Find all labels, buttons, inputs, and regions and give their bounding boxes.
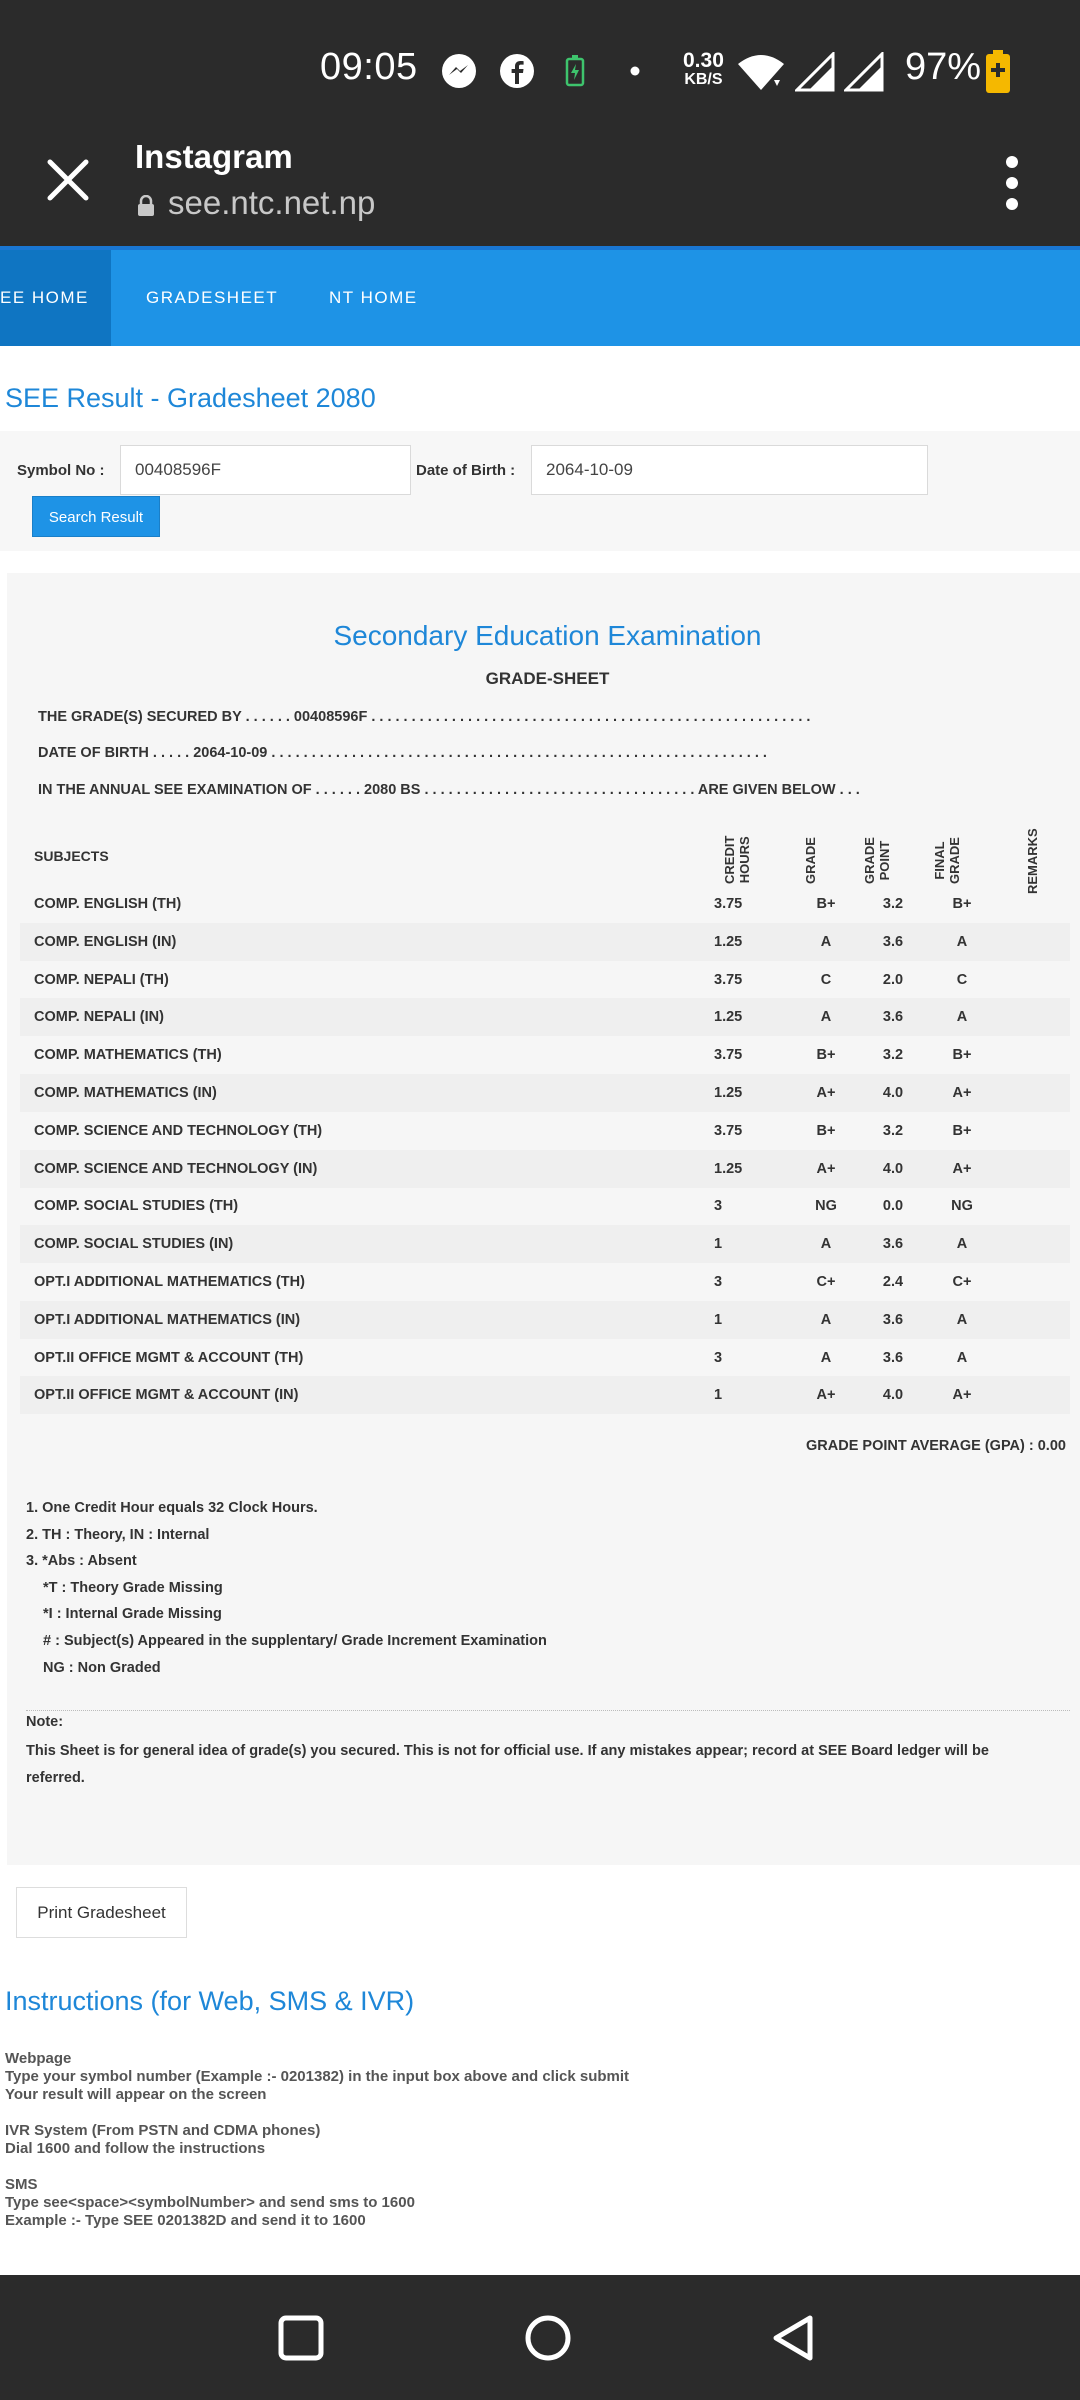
header-fg-line1: FINAL: [932, 841, 947, 880]
grade-point-cell: 4.0: [882, 1085, 904, 1101]
grade-cell: C+: [816, 1274, 836, 1290]
credit-hours-cell: 3.75: [714, 1122, 743, 1139]
close-icon[interactable]: [40, 152, 96, 208]
dob-line: DATE OF BIRTH . . . . . 2064-10-09 . . . . . . . . . . . . . . . . . . . . . . . . . . . . . . . . . . . . . . . . . . . . . . . . . . . . . . . . . . . . . .: [38, 745, 767, 761]
note-item-6: # : Subject(s) Appeared in the supplentary/ Grade Increment Examination: [43, 1633, 547, 1649]
print-gradesheet-button[interactable]: Print Gradesheet: [16, 1887, 187, 1938]
final-grade-cell: B+: [952, 1122, 972, 1139]
subject-cell: OPT.I ADDITIONAL MATHEMATICS (TH): [34, 1274, 305, 1290]
nav-nt-home[interactable]: NT HOME: [329, 288, 418, 307]
table-row: [20, 1376, 1070, 1414]
grade-point-cell: 2.0: [882, 971, 904, 988]
subject-cell: COMP. ENGLISH (IN): [34, 933, 177, 950]
final-grade-cell: A+: [952, 1160, 972, 1177]
credit-hours-cell: 3.75: [714, 1047, 743, 1064]
credit-hours-cell: 1: [714, 1236, 723, 1253]
instr-web-title: Webpage: [5, 2050, 72, 2067]
page-title: SEE Result - Gradesheet 2080: [5, 383, 376, 413]
search-result-button[interactable]: Search Result: [32, 496, 160, 537]
gpa-text: GRADE POINT AVERAGE (GPA) : 0.00: [806, 1438, 1066, 1454]
battery-icon: [985, 50, 1011, 94]
table-row: [20, 961, 1070, 999]
note-label: Note:: [26, 1714, 64, 1730]
net-speed-value: 0.30: [683, 49, 724, 72]
final-grade-cell: B+: [952, 896, 972, 912]
header-credit-line1: CREDIT: [722, 835, 737, 884]
grade-point-cell: 4.0: [882, 1387, 904, 1404]
header-credit-hours: [722, 836, 752, 884]
status-bar: [0, 0, 1080, 140]
grade-point-cell: 3.2: [882, 896, 904, 912]
instr-sms-1: Type see<space><symbolNumber> and send sms to 1600: [5, 2194, 415, 2211]
credit-hours-cell: 3.75: [714, 971, 743, 988]
grade-cell: A+: [816, 1387, 836, 1404]
final-grade-cell: A: [956, 1236, 968, 1253]
subject-cell: COMP. MATHEMATICS (TH): [34, 1047, 222, 1064]
subject-cell: COMP. SCIENCE AND TECHNOLOGY (TH): [34, 1122, 323, 1139]
gradesheet-title: Secondary Education Examination: [333, 620, 762, 651]
grade-cell: B+: [816, 1122, 836, 1139]
grade-point-cell: 3.2: [882, 1122, 904, 1139]
subject-cell: COMP. NEPALI (IN): [34, 1009, 164, 1026]
grade-point-cell: 3.6: [882, 1236, 904, 1253]
grade-cell: C: [820, 971, 832, 988]
table-row: [20, 1074, 1070, 1112]
home-icon[interactable]: [523, 2313, 573, 2363]
nav-gradesheet[interactable]: GRADESHEET: [146, 288, 279, 307]
credit-hours-cell: 1.25: [714, 1009, 743, 1026]
tab-title: Instagram: [135, 138, 293, 175]
net-speed-unit: KB/S: [684, 71, 723, 88]
credit-hours-cell: 1: [714, 1387, 723, 1404]
overflow-menu-icon[interactable]: [1000, 154, 1024, 212]
credit-hours-cell: 1.25: [714, 933, 743, 950]
note-item-4: *T : Theory Grade Missing: [43, 1580, 223, 1596]
lock-icon: [137, 195, 155, 217]
final-grade-cell: C: [956, 971, 968, 988]
credit-hours-cell: 1: [714, 1311, 723, 1328]
header-subjects: SUBJECTS: [34, 848, 109, 864]
grade-point-cell: 3.2: [882, 1047, 904, 1064]
note-item-5: *I : Internal Grade Missing: [43, 1606, 222, 1622]
table-row: [20, 1301, 1070, 1339]
table-row: [20, 923, 1070, 961]
table-row: [20, 998, 1070, 1036]
grade-cell: A: [820, 1236, 832, 1253]
grade-point-cell: 3.6: [882, 1311, 904, 1328]
table-row: [20, 1225, 1070, 1263]
subject-cell: COMP. SOCIAL STUDIES (IN): [34, 1236, 234, 1253]
subject-cell: OPT.I ADDITIONAL MATHEMATICS (IN): [34, 1311, 301, 1328]
clock: 09:05: [320, 46, 418, 88]
final-grade-cell: A: [956, 933, 968, 950]
note-divider: [26, 1710, 1070, 1711]
instr-web-1: Type your symbol number (Example :- 0201382) in the input box above and click submit: [5, 2068, 630, 2085]
table-row: [20, 885, 1070, 923]
symbol-label: Symbol No :: [17, 462, 105, 479]
subject-cell: COMP. SOCIAL STUDIES (TH): [34, 1198, 239, 1215]
header-remarks: REMARKS: [1025, 828, 1040, 894]
header-final-grade: [932, 837, 962, 884]
final-grade-cell: C+: [952, 1274, 972, 1290]
messenger-icon: [440, 52, 478, 90]
final-grade-cell: A: [956, 1349, 968, 1366]
grade-cell: B+: [816, 896, 836, 912]
gradesheet-subtitle: GRADE-SHEET: [485, 669, 610, 688]
grade-cell: A: [820, 1311, 832, 1328]
header-grade-point: [862, 837, 892, 884]
instr-ivr-title: IVR System (From PSTN and CDMA phones): [5, 2122, 321, 2139]
grade-point-cell: 3.6: [882, 1349, 904, 1366]
dob-label: Date of Birth :: [416, 462, 516, 479]
grade-point-cell: 2.4: [882, 1274, 904, 1290]
header-gp-line2: POINT: [877, 840, 892, 881]
subject-cell: COMP. SCIENCE AND TECHNOLOGY (IN): [34, 1160, 318, 1177]
credit-hours-cell: 3: [714, 1349, 723, 1366]
credit-hours-cell: 1.25: [714, 1085, 743, 1101]
final-grade-cell: B+: [952, 1047, 972, 1064]
battery-percent: 97%: [905, 46, 982, 88]
instr-sms-2: Example :- Type SEE 0201382D and send it to 1600: [5, 2212, 366, 2229]
subject-cell: COMP. ENGLISH (TH): [34, 896, 182, 912]
note-item-1: 1. One Credit Hour equals 32 Clock Hours.: [26, 1500, 318, 1516]
instr-web-2: Your result will appear on the screen: [5, 2086, 267, 2103]
credit-hours-cell: 1.25: [714, 1160, 743, 1177]
instr-sms-title: SMS: [5, 2176, 38, 2193]
url-text[interactable]: see.ntc.net.np: [168, 184, 376, 221]
system-nav-bar: [0, 2275, 1080, 2400]
grade-cell: NG: [815, 1198, 837, 1215]
note-text: This Sheet is for general idea of grade(s) you secured. This is not for official use. If any mistakes appear; record at SEE Board ledger will be referred.: [26, 1743, 989, 1786]
site-nav: [0, 250, 1080, 346]
instr-ivr-1: Dial 1600 and follow the instructions: [5, 2140, 266, 2157]
secured-by-line: THE GRADE(S) SECURED BY . . . . . . 00408596F . . . . . . . . . . . . . . . . . . . . . . . . . . . . . . . . . . . . . . . . . . . . . . . . . . . . . . .: [38, 709, 811, 725]
note-item-7: NG : Non Graded: [43, 1660, 161, 1676]
custom-tab-header: [0, 140, 1080, 246]
table-row: [20, 1187, 1070, 1225]
final-grade-cell: A+: [952, 1085, 972, 1101]
grade-point-cell: 0.0: [882, 1198, 904, 1215]
table-row: [20, 1263, 1070, 1301]
grade-point-cell: 4.0: [882, 1160, 904, 1177]
recents-icon[interactable]: [276, 2313, 326, 2363]
grade-cell: A: [820, 933, 832, 950]
final-grade-cell: NG: [951, 1198, 973, 1215]
dob-input[interactable]: 2064-10-09: [531, 445, 928, 495]
grade-point-cell: 3.6: [882, 1009, 904, 1026]
credit-hours-cell: 3.75: [714, 896, 743, 912]
final-grade-cell: A+: [952, 1387, 972, 1404]
header-credit-line2: HOURS: [737, 836, 752, 884]
nav-see-home[interactable]: EE HOME: [0, 250, 111, 346]
grade-cell: A: [820, 1349, 832, 1366]
grade-cell: A+: [816, 1160, 836, 1177]
note-item-3: 3. *Abs : Absent: [26, 1553, 137, 1569]
signal-2-icon: [844, 52, 884, 92]
back-icon[interactable]: [770, 2313, 820, 2363]
subject-cell: COMP. NEPALI (TH): [34, 971, 169, 988]
subject-cell: COMP. MATHEMATICS (IN): [34, 1085, 217, 1101]
grade-cell: B+: [816, 1047, 836, 1064]
instructions-title: Instructions (for Web, SMS & IVR): [5, 1986, 415, 2016]
credit-hours-cell: 3: [714, 1198, 723, 1215]
subject-cell: OPT.II OFFICE MGMT & ACCOUNT (IN): [34, 1387, 299, 1404]
table-row: [20, 1339, 1070, 1377]
header-gp-line1: GRADE: [862, 837, 877, 884]
wifi-icon: [736, 52, 786, 92]
symbol-input[interactable]: 00408596F: [120, 445, 411, 495]
exam-line: IN THE ANNUAL SEE EXAMINATION OF . . . . . . 2080 BS . . . . . . . . . . . . . . . . . . . . . . . . . . . . . . . . . . ARE GIVEN BELOW . . .: [38, 782, 860, 798]
final-grade-cell: A: [956, 1311, 968, 1328]
battery-saver-icon: [565, 55, 585, 87]
grade-point-cell: 3.6: [882, 933, 904, 950]
facebook-icon: [498, 52, 536, 90]
subject-cell: OPT.II OFFICE MGMT & ACCOUNT (TH): [34, 1349, 304, 1366]
grade-cell: A: [820, 1009, 832, 1026]
grade-cell: A+: [816, 1085, 836, 1101]
credit-hours-cell: 3: [714, 1274, 723, 1290]
signal-1-icon: [795, 52, 835, 92]
table-row: [20, 1150, 1070, 1188]
notification-dot-icon: [630, 66, 640, 76]
header-fg-line2: GRADE: [947, 837, 962, 884]
table-row: [20, 1036, 1070, 1074]
header-grade: GRADE: [803, 837, 818, 884]
note-item-2: 2. TH : Theory, IN : Internal: [26, 1527, 210, 1543]
network-speed: [683, 51, 724, 89]
final-grade-cell: A: [956, 1009, 968, 1026]
table-row: [20, 1112, 1070, 1150]
